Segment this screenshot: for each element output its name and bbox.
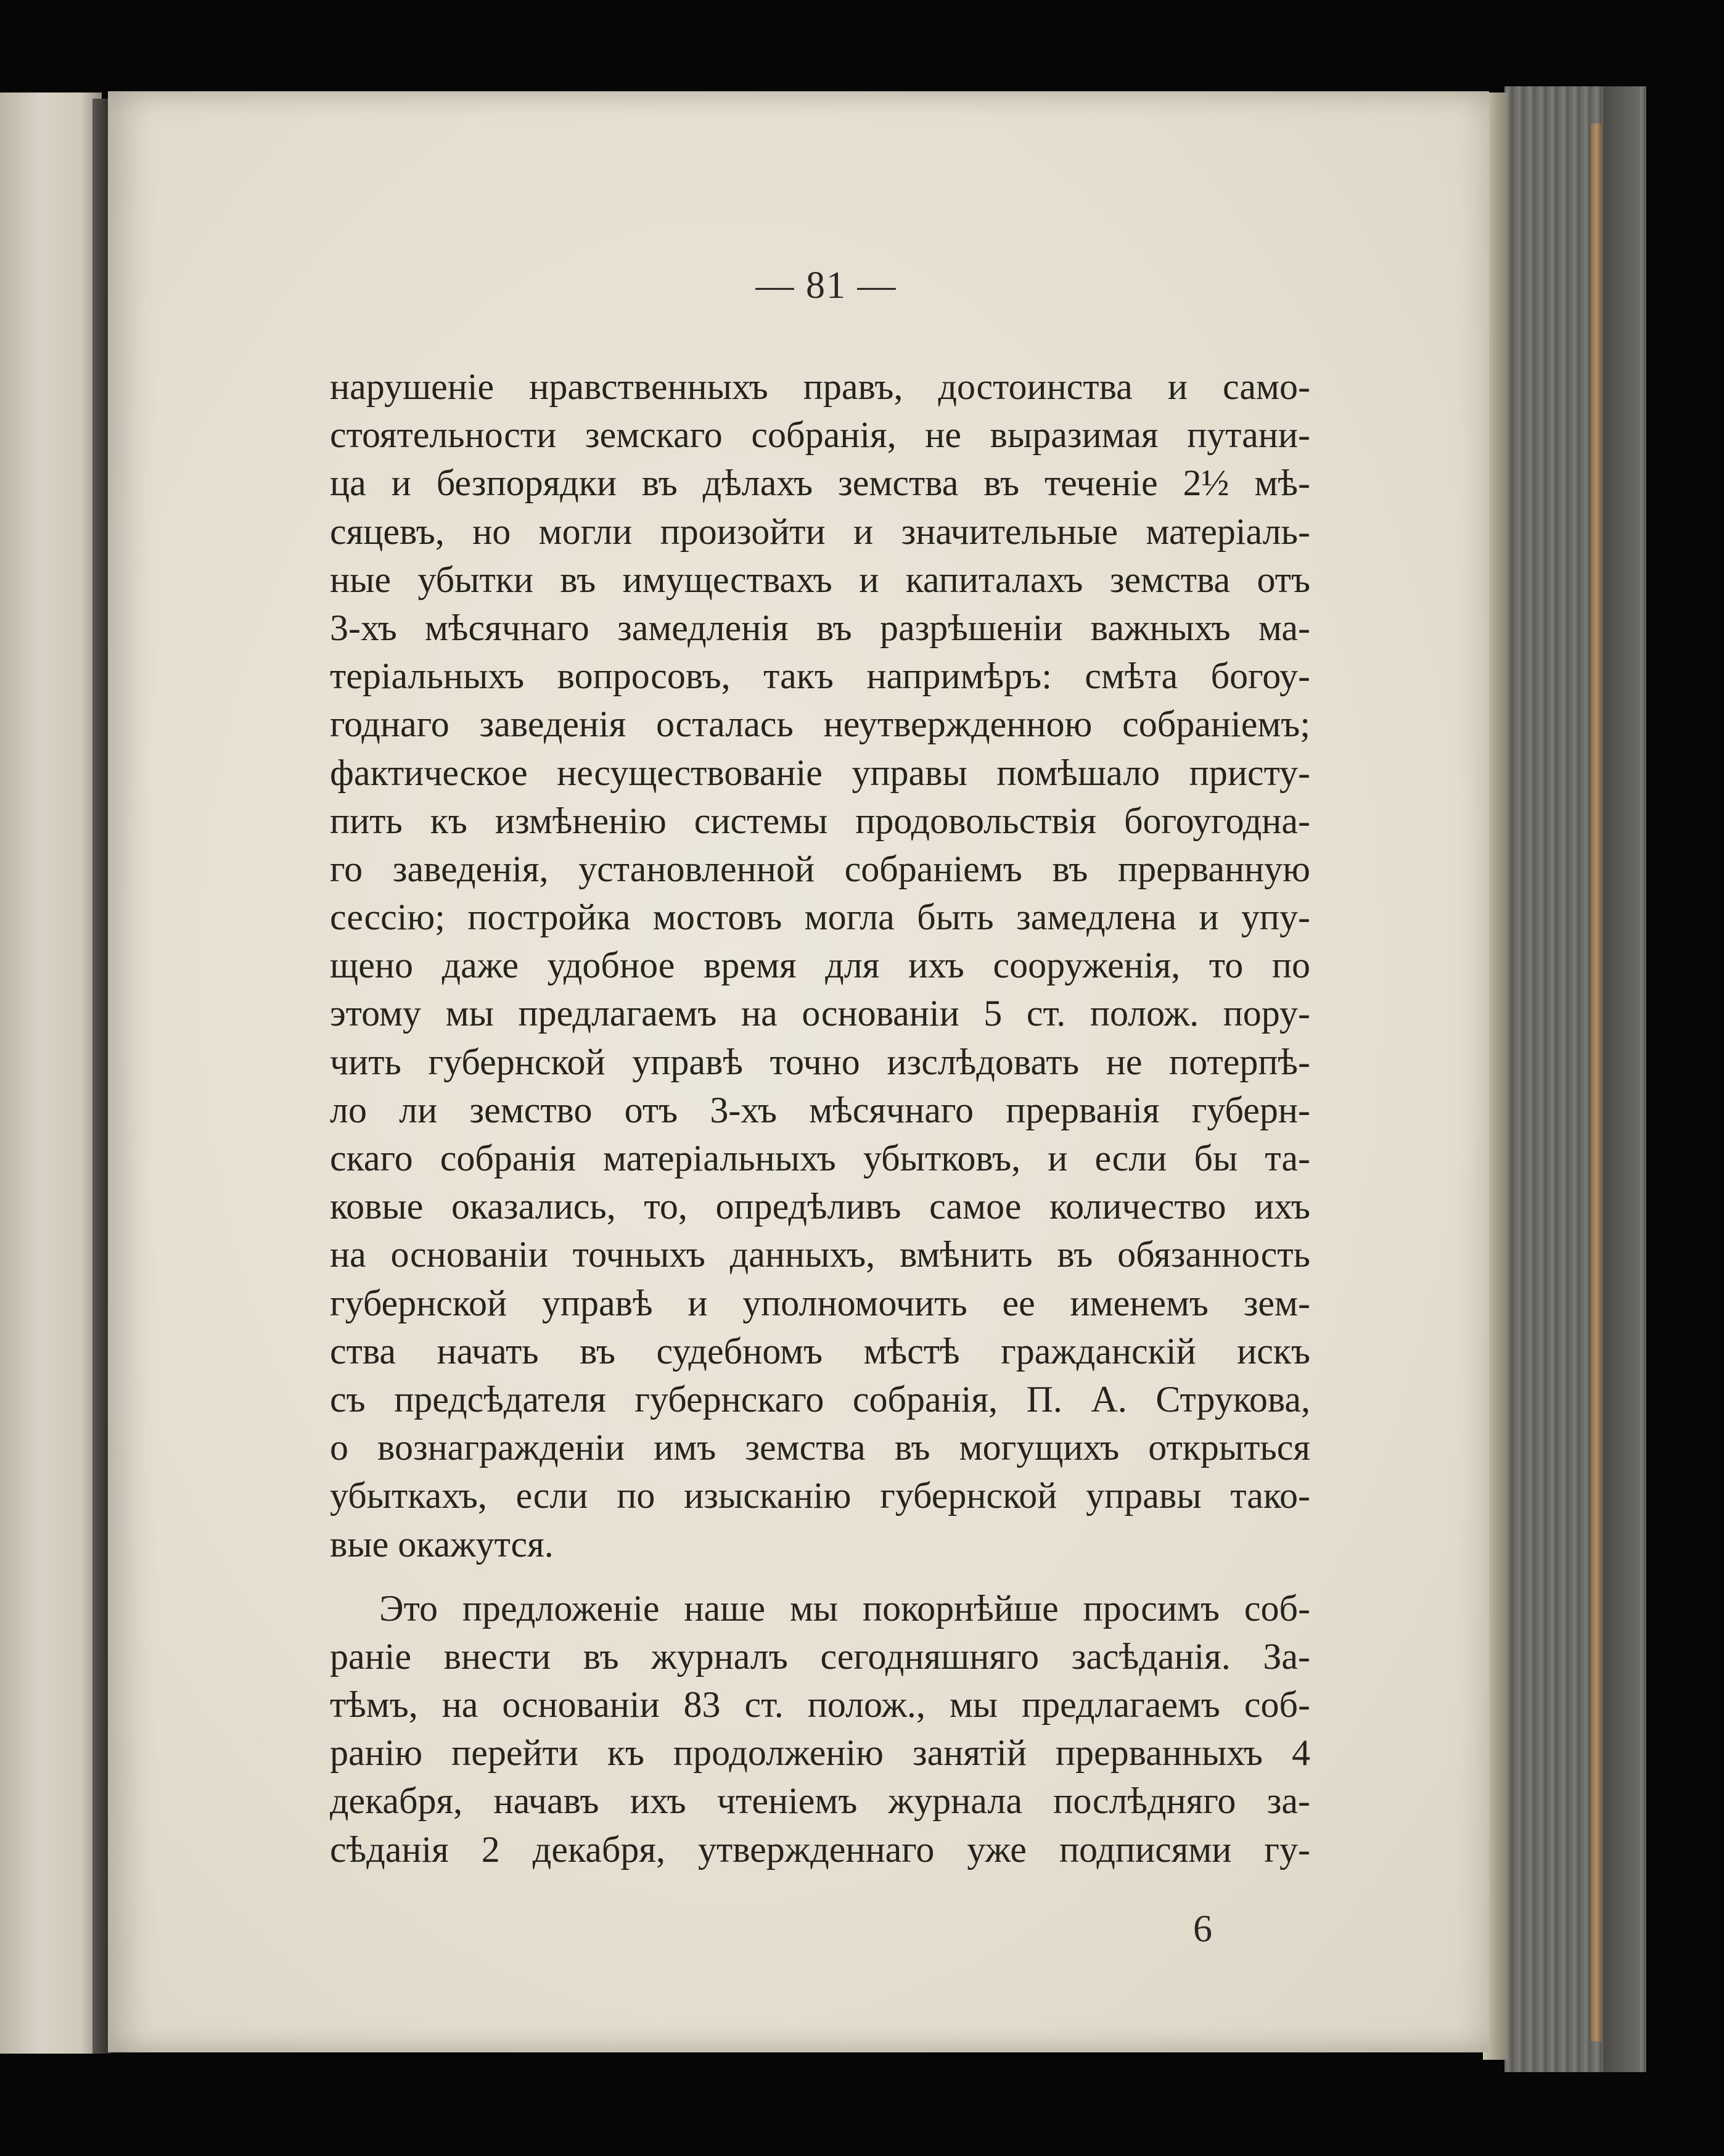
text-line: ло ли земство отъ 3-хъ мѣсячнаго прерванiя губерн-: [330, 1089, 1310, 1130]
text-line: о вознагражденiи имъ земства въ могущихъ открыться: [330, 1427, 1310, 1468]
text-line: Это предложенiе наше мы покорнѣйше просимъ соб-: [379, 1587, 1310, 1629]
text-line: ковые оказались, то, опредѣливъ самое количество ихъ: [330, 1186, 1310, 1227]
text-line: стоятельности земскаго собранiя, не выразимая путани-: [330, 414, 1310, 456]
text-line: го заведенiя, установленной собранiемъ въ прерванную: [330, 848, 1310, 889]
text-line: нарушенiе нравственныхъ правъ, достоинства и само-: [330, 366, 1310, 407]
text-line: декабря, начавъ ихъ чтенiемъ журнала послѣдняго за-: [330, 1780, 1310, 1822]
signature-mark: 6: [1193, 1908, 1212, 1950]
text-line: вые окажутся.: [330, 1523, 554, 1565]
text-line: терiальныхъ вопросовъ, такъ напримѣръ: смѣта богоу-: [330, 656, 1310, 697]
text-line: скаго собранiя матерiальныхъ убытковъ, и если бы та-: [330, 1138, 1310, 1179]
body-text: [330, 363, 1310, 1874]
page-block-edge: [1591, 123, 1602, 2041]
text-line: этому мы предлагаемъ на основанiи 5 ст. полож. пору-: [330, 993, 1310, 1034]
text-line: щено даже удобное время для ихъ сооруженiя, то по: [330, 945, 1310, 986]
text-line: годнаго заведенiя осталась неутвержденною собранiемъ;: [330, 704, 1310, 745]
text-line: чить губернской управѣ точно изслѣдовать не потерпѣ-: [330, 1041, 1310, 1082]
text-line: ца и безпорядки въ дѣлахъ земства въ теченiе 2½ мѣ-: [330, 463, 1310, 504]
text-line: губернской управѣ и уполномочить ее именемъ зем-: [330, 1282, 1310, 1323]
text-line: сяцевъ, но могли произойти и значительные матерiаль-: [330, 511, 1310, 552]
text-line: съ предсѣдателя губернскаго собранiя, П. А. Струкова,: [330, 1378, 1310, 1420]
page-number: — 81 —: [755, 265, 897, 307]
text-line: сѣданiя 2 декабря, утвержденнаго уже подписями гу-: [330, 1829, 1310, 1870]
text-line: тѣмъ, на основанiи 83 ст. полож., мы предлагаемъ соб-: [330, 1684, 1310, 1726]
text-line: ранiе внести въ журналъ сегодняшняго засѣданiя. За-: [330, 1636, 1310, 1677]
text-line: на основанiи точныхъ данныхъ, вмѣнить въ обязанность: [330, 1234, 1310, 1275]
text-line: 3-хъ мѣсячнаго замедленiя въ разрѣшенiи важныхъ ма-: [330, 607, 1310, 648]
book-page: [108, 91, 1489, 2052]
cover-board: [1603, 86, 1640, 2072]
text-line: убыткахъ, если по изысканiю губернской управы тако-: [330, 1475, 1310, 1516]
text-line: ранiю перейти къ продолженiю занятiй прерванныхъ 4: [330, 1732, 1310, 1774]
text-line: ства начать въ судебномъ мѣстѣ гражданскiй искъ: [330, 1330, 1310, 1372]
text-line: пить къ измѣненiю системы продовольствiя богоугодна-: [330, 800, 1310, 841]
text-line: сессiю; постройка мостовъ могла быть замедлена и упу-: [330, 897, 1310, 938]
left-facing-page: [0, 93, 102, 2054]
text-line: ные убытки въ имуществахъ и капиталахъ земства отъ: [330, 559, 1310, 600]
paragraph-break: [330, 1568, 1310, 1584]
text-line: фактическое несуществованiе управы помѣшало присту-: [330, 752, 1310, 793]
